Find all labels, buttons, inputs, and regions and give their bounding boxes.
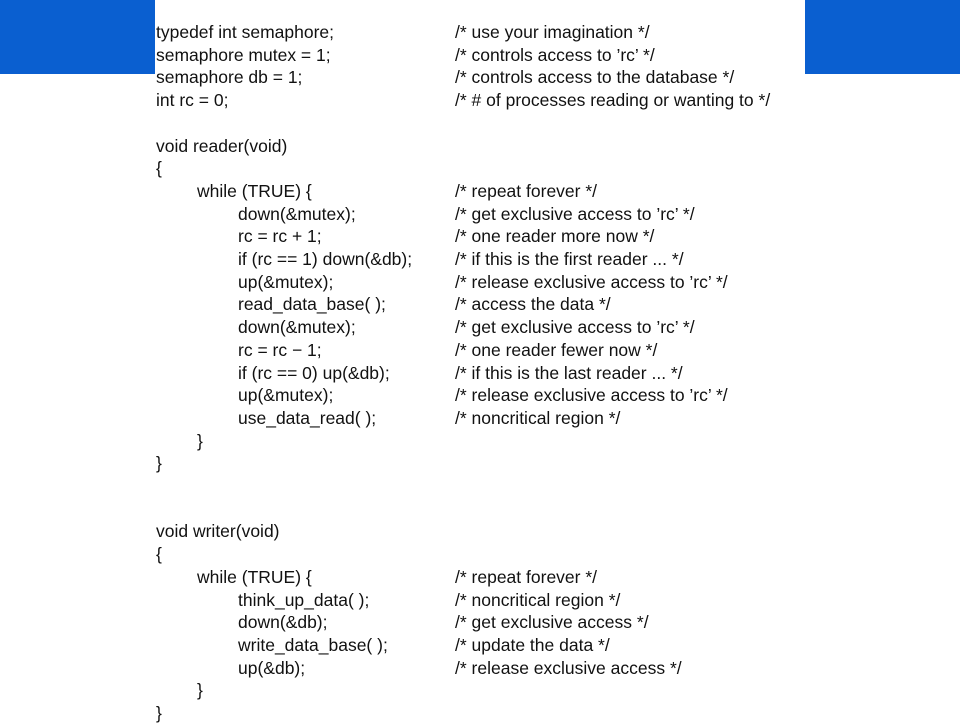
code-line — [0, 634, 960, 656]
code-line — [0, 566, 960, 588]
code-text: write_data_base( ); — [238, 634, 388, 655]
code-text: up(&mutex); — [238, 385, 334, 406]
code-text: use_data_read( ); — [238, 407, 377, 428]
code-comment: /* release exclusive access to ’rc’ */ — [455, 385, 728, 406]
code-comment: /* use your imagination */ — [455, 22, 650, 42]
code-text: void writer(void) — [156, 521, 280, 542]
code-line — [0, 271, 960, 293]
code-line — [0, 679, 960, 701]
code-line — [0, 293, 960, 315]
code-line — [0, 248, 960, 270]
code-line — [0, 384, 960, 406]
code-comment: /* access the data */ — [455, 294, 611, 315]
code-line — [0, 89, 960, 111]
code-line — [0, 589, 960, 611]
code-text: up(&db); — [238, 657, 306, 678]
code-comment: /* get exclusive access to ’rc’ */ — [455, 203, 695, 224]
code-text: int rc = 0; — [156, 90, 229, 111]
code-text: semaphore mutex = 1; — [156, 44, 331, 65]
code-comment: /* if this is the first reader ... */ — [455, 249, 684, 269]
code-text: down(&mutex); — [238, 203, 356, 224]
code-line — [0, 203, 960, 225]
code-text: if (rc == 0) up(&db); — [238, 362, 390, 383]
code-text: void reader(void) — [156, 135, 288, 156]
code-comment: /* release exclusive access to ’rc’ */ — [455, 271, 728, 292]
code-text: down(&mutex); — [238, 317, 356, 338]
code-line — [0, 498, 960, 520]
code-line — [0, 157, 960, 179]
code-line — [0, 657, 960, 679]
code-line — [0, 702, 960, 724]
code-comment: /* noncritical region */ — [455, 407, 621, 428]
code-comment: /* one reader fewer now */ — [455, 339, 658, 360]
code-text: } — [197, 680, 203, 701]
code-text: rc = rc + 1; — [238, 226, 322, 247]
code-text: up(&mutex); — [238, 271, 334, 292]
code-text: { — [156, 544, 162, 565]
code-comment: /* update the data */ — [455, 634, 610, 655]
code-comment: /* controls access to the database */ — [455, 67, 735, 88]
code-line — [0, 611, 960, 633]
code-line — [0, 135, 960, 157]
code-comment: /* # of processes reading or wanting to */ — [455, 90, 771, 111]
code-line — [0, 430, 960, 452]
code-line — [0, 21, 960, 43]
code-line — [0, 520, 960, 542]
code-line — [0, 543, 960, 565]
code-comment: /* controls access to ’rc’ */ — [455, 44, 655, 65]
code-comment: /* noncritical region */ — [455, 589, 621, 610]
code-text: if (rc == 1) down(&db); — [238, 249, 413, 269]
code-text: down(&db); — [238, 612, 328, 633]
code-comment: /* repeat forever */ — [455, 180, 598, 201]
code-text: while (TRUE) { — [197, 180, 312, 201]
code-text: } — [156, 453, 162, 474]
code-text: while (TRUE) { — [197, 566, 312, 587]
code-line — [0, 66, 960, 88]
code-comment: /* one reader more now */ — [455, 226, 655, 247]
code-text: { — [156, 158, 162, 179]
code-line — [0, 112, 960, 134]
code-comment: /* repeat forever */ — [455, 566, 598, 587]
code-text: think_up_data( ); — [238, 589, 370, 610]
code-line — [0, 225, 960, 247]
code-text: } — [156, 703, 162, 723]
code-comment: /* release exclusive access */ — [455, 657, 682, 678]
code-line — [0, 475, 960, 497]
code-text: semaphore db = 1; — [156, 67, 303, 88]
code-text: read_data_base( ); — [238, 294, 386, 315]
code-line — [0, 180, 960, 202]
code-line — [0, 339, 960, 361]
code-line — [0, 407, 960, 429]
code-comment: /* if this is the last reader ... */ — [455, 362, 683, 383]
code-line — [0, 452, 960, 474]
code-comment: /* get exclusive access */ — [455, 612, 649, 633]
code-line — [0, 44, 960, 66]
code-text: rc = rc − 1; — [238, 339, 322, 360]
code-line — [0, 316, 960, 338]
code-line — [0, 362, 960, 384]
code-comment: /* get exclusive access to ’rc’ */ — [455, 317, 695, 338]
code-text: typedef int semaphore; — [156, 22, 335, 42]
code-text: } — [197, 430, 203, 451]
